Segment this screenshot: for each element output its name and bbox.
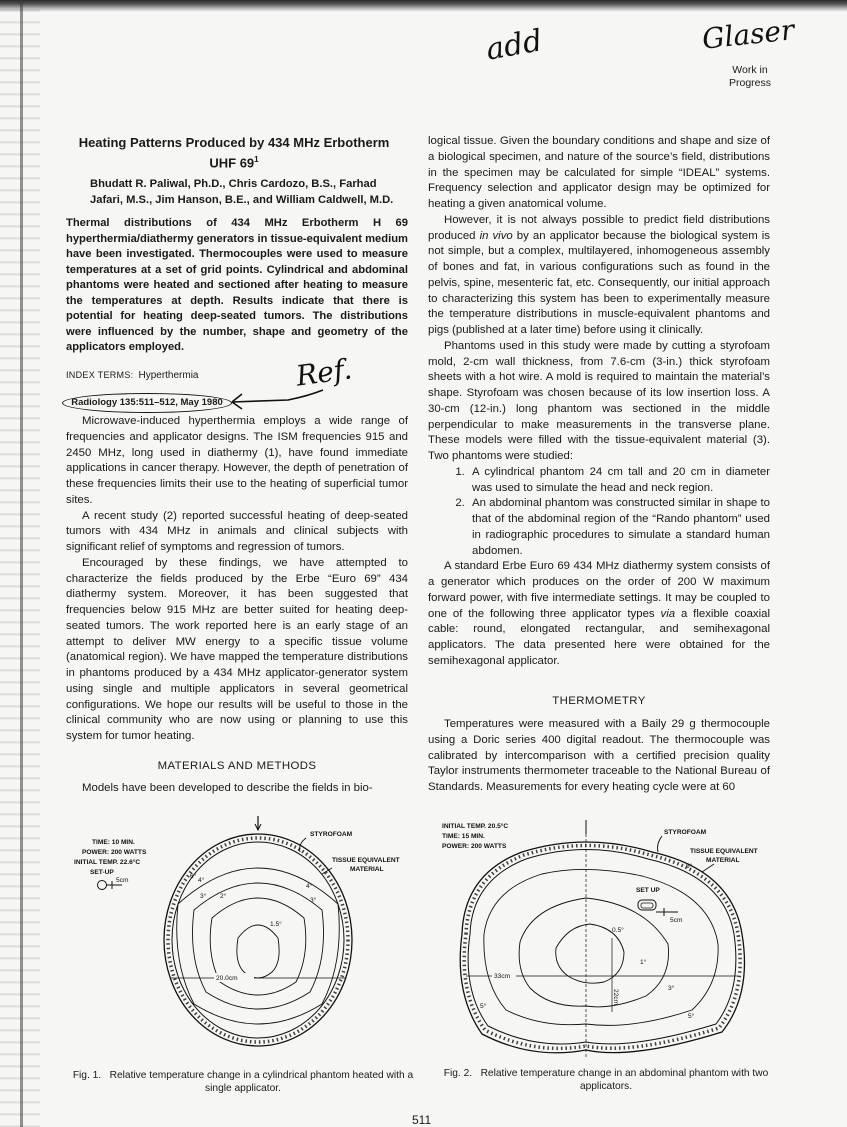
svg-text:0.5°: 0.5° xyxy=(612,927,624,934)
article-title: Heating Patterns Produced by 434 MHz Erbotherm UHF $69^1$ xyxy=(78,135,390,171)
applicator-setup-icon xyxy=(638,900,683,924)
svg-text:4°: 4° xyxy=(306,883,313,890)
svg-text:STYROFOAM: STYROFOAM xyxy=(664,829,707,836)
svg-text:POWER: 200 WATTS: POWER: 200 WATTS xyxy=(82,849,147,856)
paragraph: A recent study (2) reported successful heating of deep-seated tumors with 434 MHz in animals and clinical subjects with significant relief of symptoms and regression of tumors. xyxy=(66,509,408,553)
svg-text:MATERIAL: MATERIAL xyxy=(706,857,740,864)
svg-text:POWER: 200 WATTS: POWER: 200 WATTS xyxy=(442,843,507,850)
svg-text:STYROFOAM: STYROFOAM xyxy=(310,831,353,838)
binding-edge xyxy=(20,0,23,1127)
paragraph: logical tissue. Given the boundary conditions and shape and size of a biological specimen, and nature of the source’s field, distributions in the specimen may be calculated for simple “IDEAL” systems. Frequency selection and applicator design may be optimized for heating a given anatomical volume. xyxy=(428,135,770,210)
svg-text:1°: 1° xyxy=(640,959,647,966)
svg-text:2°: 2° xyxy=(220,893,227,900)
figure-2-caption: Fig. 2. Relative temperature change in an abdominal phantom with two applicators. xyxy=(443,1068,769,1092)
applicator-setup-icon xyxy=(98,877,129,890)
svg-text:MATERIAL: MATERIAL xyxy=(350,866,384,873)
svg-text:3°: 3° xyxy=(200,893,207,900)
handwritten-glaser: Glaser xyxy=(700,13,796,56)
paragraph: Microwave-induced hyperthermia employs a wide range of frequencies and applicator designs. The ISM frequencies 915 and 2450 MHz, long used in diathermy (1), have found immediate applications in cancer therapy. However, the depth of penetration of these frequencies limits their use to the heating of superficial tumor sites. xyxy=(66,415,408,506)
svg-text:5°: 5° xyxy=(688,1013,695,1020)
paragraph: Phantoms used in this study were made by cutting a styrofoam mold, 2-cm wall thickness, from 7.6-cm (3-in.) thick styrofoam sheets with a hot wire. A mold is required to maintain the material’s shape. Styrofoam was chosen because of its low insertion loss. A 30-cm (12-in.) long phantom was sectioned in the middle perpendicular to make measurements in the transverse plane. These models were filled with the tissue-equivalent material (3). Two phantoms were studied: xyxy=(428,339,770,462)
work-in-progress-label: Work in Progress xyxy=(728,64,771,89)
thermometry-body: Temperatures were measured with a Baily 29 g thermocouple using a Doric series 400 digital readout. The thermocouple was calibrated by intercomparison with a certified precision quality Taylor instruments thermometer traceable to the National Bureau of Standards. Measurements for every heating cycle were at 60 xyxy=(428,718,770,793)
svg-text:5cm: 5cm xyxy=(116,877,129,884)
article-abstract: Thermal distributions of 434 MHz Erbotherm H 69 hyperthermia/diathermy generators in tissue-equivalent medium have been investigated. Thermocouples were used to measure temperatures at a set of grid points. Cylindrical and abdominal phantoms were heated and sectioned after heating to measure the temperatures at depth. Results indicate that there is potential for heating deep-seated tumors. The distributions were influenced by the number, shape and geometry of the applicators employed. xyxy=(66,217,408,353)
figure-2 xyxy=(432,814,782,1066)
section-heading-thermometry: THERMOMETRY xyxy=(552,695,646,707)
left-column-body xyxy=(66,414,408,745)
scan-edge xyxy=(0,0,847,12)
svg-text:SET UP: SET UP xyxy=(636,887,660,894)
svg-text:5°: 5° xyxy=(686,863,693,870)
paragraph: However, it is not always possible to predict field distributions produced in vivo by an applicator because the biological system is not simple, but a complex, multilayered, inhomogeneous assembly of bones and fat, in various configurations such as found in the pelvis, spine, mesenteric fat, etc. Consequently, our initial approach to characterizing this system has been to experimentally measure the temperature distributions in muscle-equivalent phantoms and pigs (published at a later time) before using it clinically. xyxy=(428,213,770,336)
figure-1 xyxy=(60,812,420,1068)
svg-text:22cm: 22cm xyxy=(612,989,619,1006)
svg-text:4°: 4° xyxy=(198,877,205,884)
svg-text:3°: 3° xyxy=(310,897,317,904)
paragraph: A standard Erbe Euro 69 434 MHz diathermy system consists of a generator which produces on the order of 200 W maximum forward power, with five intermediate settings. It may be coupled to one of the following three applicator types via a flexible coaxial cable: round, elongated rectangular, and semihexagonal applicators. The data presented here were obtained for the semihexagonal applicator. xyxy=(428,560,770,667)
phantom-list xyxy=(428,465,770,560)
svg-text:3°: 3° xyxy=(668,985,675,992)
svg-text:TIME: 10 MIN.: TIME: 10 MIN. xyxy=(92,839,135,846)
svg-text:INITIAL TEMP. 20.5°C: INITIAL TEMP. 20.5°C xyxy=(442,823,509,830)
svg-text:20.0cm: 20.0cm xyxy=(216,975,238,982)
list-item: 1. A cylindrical phantom 24 cm tall and 20 cm in diameter was used to simulate the head and neck region. xyxy=(468,465,770,497)
index-terms: INDEX TERMS: Hyperthermia xyxy=(66,370,199,381)
abdominal-phantom xyxy=(460,842,744,1053)
list-item: 2. An abdominal phantom was constructed similar in shape to that of the abdominal region of the “Rando phantom” used in radiographic procedures to simulate a standard human abdomen. xyxy=(468,496,770,559)
svg-text:SET-UP: SET-UP xyxy=(90,869,114,876)
handwritten-ref: Ref. xyxy=(293,352,354,393)
handwritten-add: add xyxy=(483,23,545,68)
figure-1-caption: Fig. 1. Relative temperature change in a cylindrical phantom heated with a single applicator. xyxy=(72,1070,414,1094)
article-authors: Bhudatt R. Paliwal, Ph.D., Chris Cardozo, B.S., Farhad Jafari, M.S., Jim Hanson, B.E., and William Caldwell, M.D. xyxy=(90,178,394,206)
svg-text:TISSUE EQUIVALENT: TISSUE EQUIVALENT xyxy=(332,857,400,864)
right-column-body xyxy=(428,134,770,670)
svg-text:1.5°: 1.5° xyxy=(270,921,282,928)
citation: Radiology 135:511–512, May 1980 xyxy=(62,393,232,413)
svg-text:INITIAL TEMP. 22.6°C: INITIAL TEMP. 22.6°C xyxy=(74,859,141,866)
paragraph: Encouraged by these findings, we have attempted to characterize the fields produced by the Erbe “Euro 69” 434 diathermy system. Moreover, it has been suggested that frequencies below 915 MHz are better suited for heating deep-seated tumors. The work reported here is an early stage of an attempt to deliver MW energy to a specific tissue volume (anatomical region). We have mapped the temperature distributions in phantoms produced by a 434 MHz applicator-generator system using single and multiple applicators in several geometrical configurations. We hope our results will be useful to those in the clinical community who are now using or planning to use this system for tumor heating. xyxy=(66,556,408,742)
section-heading-materials: MATERIALS AND METHODS xyxy=(157,760,317,772)
svg-text:5cm: 5cm xyxy=(670,917,683,924)
svg-text:33cm: 33cm xyxy=(494,973,511,980)
svg-text:TIME: 15 MIN.: TIME: 15 MIN. xyxy=(442,833,485,840)
svg-text:TISSUE EQUIVALENT: TISSUE EQUIVALENT xyxy=(690,848,758,855)
left-column-continuation: Models have been developed to describe the fields in bio- xyxy=(82,782,373,794)
page-number: 511 xyxy=(412,1113,432,1127)
svg-text:5°: 5° xyxy=(480,1003,487,1010)
cylinder-phantom xyxy=(164,834,352,1046)
svg-text:6°: 6° xyxy=(190,873,197,880)
